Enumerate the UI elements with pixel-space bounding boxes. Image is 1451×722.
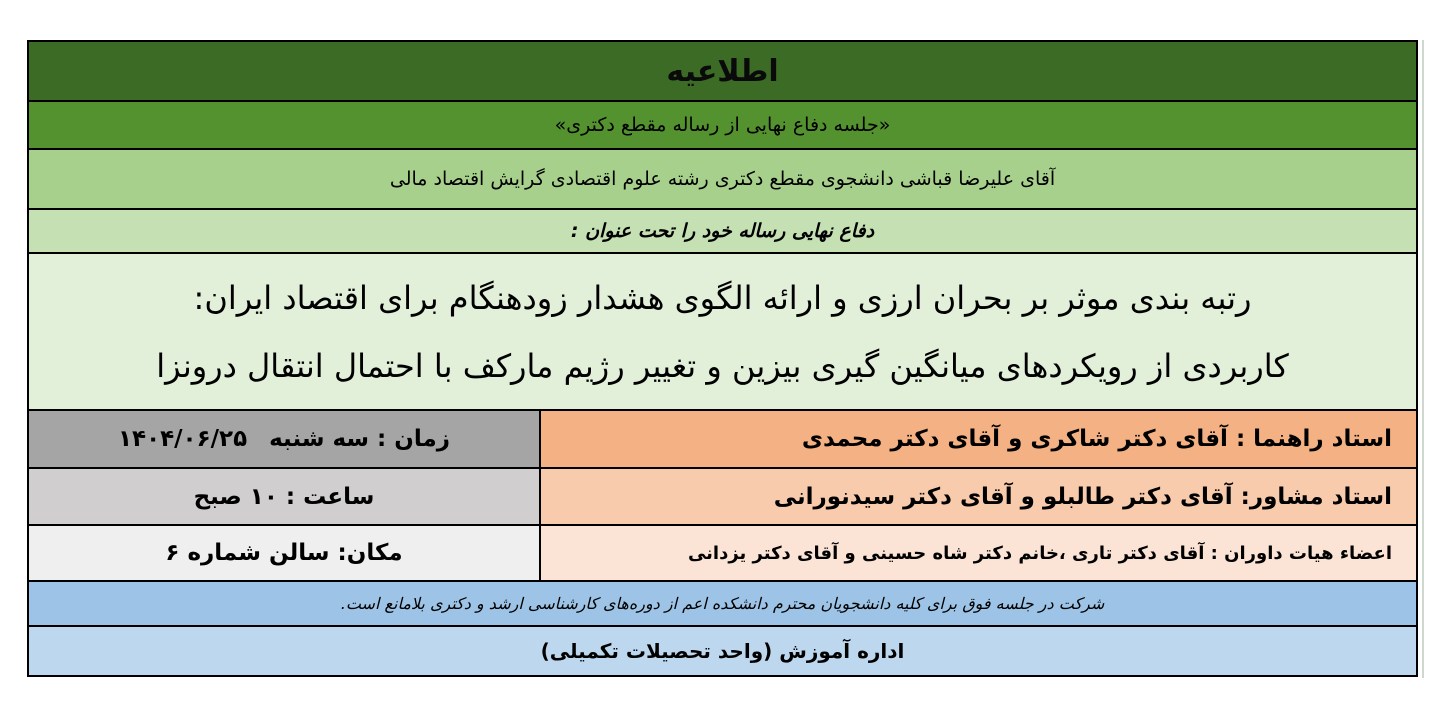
defense-heading: [29, 210, 1416, 254]
student-info: [29, 150, 1416, 210]
jury-cell: [541, 526, 1416, 580]
hour-cell: [29, 469, 541, 524]
advisor-hour-row: [29, 469, 1416, 526]
time-label: زمان : سه شنبه: [269, 426, 450, 452]
office-text: اداره آموزش (واحد تحصیلات تکمیلی): [540, 639, 905, 663]
issuing-office: [29, 627, 1416, 677]
jury-text: اعضاء هیات داوران : آقای دکتر تاری ،خانم دکتر شاه حسینی و آقای دکتر یزدانی: [687, 542, 1392, 564]
thesis-title: [29, 254, 1416, 411]
thesis-title-line-1: رتبه بندی موثر بر بحران ارزی و ارائه الگوی هشدار زودهنگام برای اقتصاد ایران:: [193, 278, 1252, 317]
invitation-text: شرکت در جلسه فوق برای کلیه دانشجویان محترم دانشکده اعم از دوره‌های کارشناسی ارشد و دکتری بلامانع است.: [340, 594, 1105, 613]
jury-location-row: [29, 526, 1416, 582]
invitation-note: [29, 582, 1416, 627]
location-cell: [29, 526, 541, 580]
hour-text: ساعت : ۱۰ صبح: [193, 483, 375, 510]
session-subtitle: [29, 102, 1416, 150]
announcement-title: [29, 42, 1416, 102]
defense-heading-text: دفاع نهایی رساله خود را تحت عنوان :: [570, 220, 875, 242]
supervisor-time-row: [29, 411, 1416, 469]
advisor-cell: [541, 469, 1416, 524]
location-text: مکان: سالن شماره ۶: [165, 540, 403, 566]
supervisor-cell: [541, 411, 1416, 467]
student-line-text: آقای علیرضا قباشی دانشجوی مقطع دکتری رشته علوم اقتصادی گرایش اقتصاد مالی: [389, 168, 1056, 190]
title-text: اطلاعیه: [666, 53, 779, 89]
supervisor-text: استاد راهنما : آقای دکتر شاکری و آقای دکتر محمدی: [801, 426, 1392, 452]
defense-date: ۱۴۰۴/۰۶/۲۵: [118, 426, 248, 452]
time-cell: [29, 411, 541, 467]
subtitle-text: «جلسه دفاع نهایی از رساله مقطع دکتری»: [554, 114, 891, 136]
thesis-title-line-2: کاربردی از رویکردهای میانگین گیری بیزین و تغییر رژیم مارکف با احتمال انتقال درونزا: [156, 346, 1289, 385]
page-edge-line: [1422, 40, 1424, 678]
announcement-table: [27, 40, 1418, 677]
advisor-text: استاد مشاور: آقای دکتر طالبلو و آقای دکتر سیدنورانی: [773, 483, 1392, 510]
